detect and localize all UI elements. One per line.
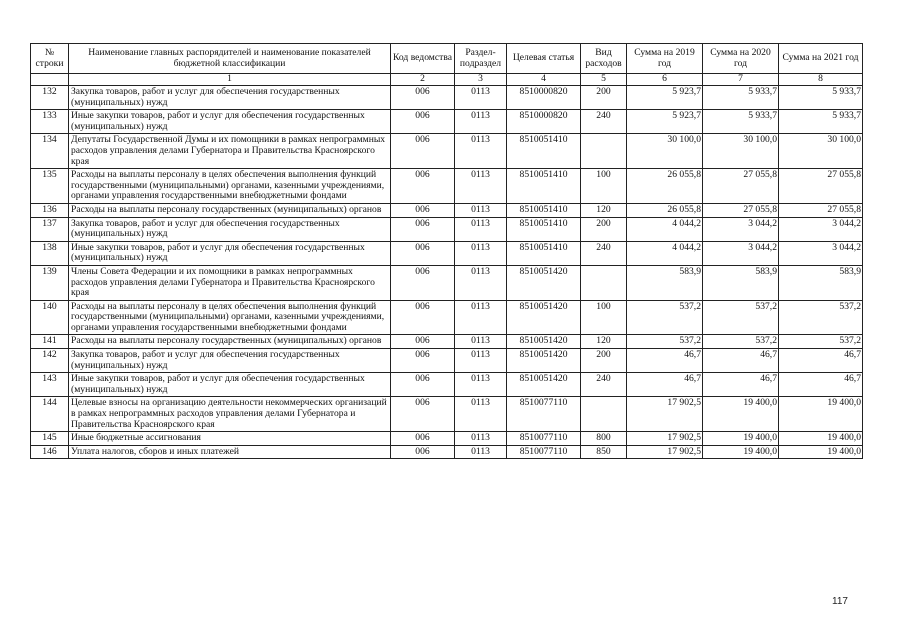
cell-name: Целевые взносы на организацию деятельности некоммерческих организаций в рамках непрограммных расходов управления делами Губернатора и Правительства Красноярского края [69, 397, 391, 432]
cell-target: 8510051410 [507, 217, 581, 241]
cell-row-no: 140 [31, 300, 69, 335]
column-number: 6 [627, 74, 703, 86]
cell-sum-2021: 46,7 [779, 349, 863, 373]
cell-section: 0113 [455, 169, 507, 204]
cell-name: Расходы на выплаты персоналу государственных (муниципальных) органов [69, 203, 391, 217]
cell-sum-2019: 17 902,5 [627, 445, 703, 459]
cell-dept-code: 006 [391, 265, 455, 300]
header-sum-2021: Сумма на 2021 год [779, 44, 863, 74]
cell-target: 8510000820 [507, 86, 581, 110]
cell-sum-2020: 537,2 [703, 335, 779, 349]
cell-sum-2020: 583,9 [703, 265, 779, 300]
cell-dept-code: 006 [391, 110, 455, 134]
cell-target: 8510051420 [507, 265, 581, 300]
cell-name: Депутаты Государственной Думы и их помощники в рамках непрограммных расходов управления делами Губернатора и Правительства Красноярского края [69, 134, 391, 169]
cell-exp-type: 120 [581, 335, 627, 349]
budget-table-page [30, 43, 862, 459]
cell-exp-type: 200 [581, 349, 627, 373]
cell-section: 0113 [455, 300, 507, 335]
cell-sum-2020: 537,2 [703, 300, 779, 335]
cell-sum-2021: 3 044,2 [779, 241, 863, 265]
cell-name: Иные закупки товаров, работ и услуг для обеспечения государственных (муниципальных) нужд [69, 241, 391, 265]
column-number: 4 [507, 74, 581, 86]
table-row [31, 335, 863, 349]
table-row [31, 134, 863, 169]
cell-target: 8510000820 [507, 110, 581, 134]
cell-name: Расходы на выплаты персоналу в целях обеспечения выполнения функций государственными (муниципальными) органами, казенными учреждениями, органами управления государственными внебюджетными фондами [69, 300, 391, 335]
cell-sum-2020: 27 055,8 [703, 169, 779, 204]
cell-row-no: 132 [31, 86, 69, 110]
cell-target: 8510051410 [507, 134, 581, 169]
cell-exp-type [581, 397, 627, 432]
cell-row-no: 135 [31, 169, 69, 204]
header-name: Наименование главных распорядителей и наименование показателей бюджетной классификации [69, 44, 391, 74]
cell-sum-2021: 27 055,8 [779, 203, 863, 217]
cell-row-no: 138 [31, 241, 69, 265]
cell-row-no: 139 [31, 265, 69, 300]
cell-dept-code: 006 [391, 241, 455, 265]
cell-sum-2019: 26 055,8 [627, 169, 703, 204]
cell-dept-code: 006 [391, 349, 455, 373]
table-row [31, 373, 863, 397]
cell-section: 0113 [455, 445, 507, 459]
cell-dept-code: 006 [391, 169, 455, 204]
page-number: 117 [832, 596, 848, 607]
cell-name: Иные закупки товаров, работ и услуг для обеспечения государственных (муниципальных) нужд [69, 373, 391, 397]
cell-sum-2019: 17 902,5 [627, 397, 703, 432]
cell-target: 8510051410 [507, 241, 581, 265]
cell-row-no: 136 [31, 203, 69, 217]
column-number: 2 [391, 74, 455, 86]
cell-dept-code: 006 [391, 217, 455, 241]
cell-sum-2019: 46,7 [627, 373, 703, 397]
cell-dept-code: 006 [391, 134, 455, 169]
cell-row-no: 145 [31, 432, 69, 446]
table-body [31, 86, 863, 459]
cell-sum-2020: 3 044,2 [703, 241, 779, 265]
cell-section: 0113 [455, 134, 507, 169]
cell-dept-code: 006 [391, 373, 455, 397]
cell-section: 0113 [455, 432, 507, 446]
cell-dept-code: 006 [391, 397, 455, 432]
cell-sum-2020: 30 100,0 [703, 134, 779, 169]
cell-row-no: 137 [31, 217, 69, 241]
column-number-row [31, 74, 863, 86]
table-row [31, 241, 863, 265]
table-row [31, 169, 863, 204]
header-row [31, 44, 863, 74]
header-sum-2019: Сумма на 2019 год [627, 44, 703, 74]
cell-exp-type: 100 [581, 169, 627, 204]
cell-target: 8510051410 [507, 203, 581, 217]
header-sum-2020: Сумма на 2020 год [703, 44, 779, 74]
cell-sum-2021: 19 400,0 [779, 445, 863, 459]
cell-target: 8510077110 [507, 432, 581, 446]
cell-name: Члены Совета Федерации и их помощники в рамках непрограммных расходов управления делами Губернатора и Правительства Красноярского края [69, 265, 391, 300]
column-number: 8 [779, 74, 863, 86]
cell-section: 0113 [455, 349, 507, 373]
cell-sum-2019: 30 100,0 [627, 134, 703, 169]
table-row [31, 300, 863, 335]
column-number: 7 [703, 74, 779, 86]
cell-section: 0113 [455, 335, 507, 349]
cell-sum-2019: 17 902,5 [627, 432, 703, 446]
cell-section: 0113 [455, 110, 507, 134]
cell-row-no: 144 [31, 397, 69, 432]
cell-exp-type: 800 [581, 432, 627, 446]
cell-sum-2020: 46,7 [703, 373, 779, 397]
cell-section: 0113 [455, 373, 507, 397]
cell-dept-code: 006 [391, 86, 455, 110]
cell-dept-code: 006 [391, 335, 455, 349]
cell-dept-code: 006 [391, 432, 455, 446]
cell-section: 0113 [455, 86, 507, 110]
cell-sum-2020: 19 400,0 [703, 397, 779, 432]
cell-target: 8510051420 [507, 300, 581, 335]
cell-sum-2019: 46,7 [627, 349, 703, 373]
header-dept-code: Код ведомства [391, 44, 455, 74]
cell-exp-type: 200 [581, 86, 627, 110]
cell-dept-code: 006 [391, 203, 455, 217]
cell-sum-2019: 537,2 [627, 335, 703, 349]
cell-row-no: 134 [31, 134, 69, 169]
cell-sum-2019: 583,9 [627, 265, 703, 300]
cell-sum-2021: 3 044,2 [779, 217, 863, 241]
table-row [31, 217, 863, 241]
cell-dept-code: 006 [391, 300, 455, 335]
cell-exp-type: 120 [581, 203, 627, 217]
budget-table [30, 43, 863, 459]
cell-sum-2021: 5 933,7 [779, 86, 863, 110]
cell-exp-type [581, 265, 627, 300]
cell-target: 8510051420 [507, 335, 581, 349]
table-row [31, 349, 863, 373]
table-row [31, 86, 863, 110]
column-number: 1 [69, 74, 391, 86]
cell-sum-2021: 19 400,0 [779, 397, 863, 432]
header-exp-type: Вид расходов [581, 44, 627, 74]
cell-sum-2019: 26 055,8 [627, 203, 703, 217]
cell-row-no: 143 [31, 373, 69, 397]
cell-name: Уплата налогов, сборов и иных платежей [69, 445, 391, 459]
cell-row-no: 141 [31, 335, 69, 349]
cell-sum-2021: 5 933,7 [779, 110, 863, 134]
cell-row-no: 142 [31, 349, 69, 373]
cell-target: 8510051420 [507, 373, 581, 397]
header-section: Раздел-подраздел [455, 44, 507, 74]
cell-sum-2020: 5 933,7 [703, 86, 779, 110]
cell-sum-2021: 537,2 [779, 300, 863, 335]
table-row [31, 110, 863, 134]
cell-exp-type [581, 134, 627, 169]
cell-target: 8510051410 [507, 169, 581, 204]
cell-sum-2021: 19 400,0 [779, 432, 863, 446]
cell-sum-2021: 583,9 [779, 265, 863, 300]
cell-exp-type: 100 [581, 300, 627, 335]
cell-exp-type: 240 [581, 110, 627, 134]
cell-sum-2020: 27 055,8 [703, 203, 779, 217]
cell-sum-2020: 46,7 [703, 349, 779, 373]
cell-name: Иные бюджетные ассигнования [69, 432, 391, 446]
table-row [31, 397, 863, 432]
cell-row-no: 146 [31, 445, 69, 459]
cell-sum-2019: 537,2 [627, 300, 703, 335]
cell-exp-type: 240 [581, 373, 627, 397]
cell-sum-2020: 3 044,2 [703, 217, 779, 241]
cell-dept-code: 006 [391, 445, 455, 459]
cell-sum-2021: 30 100,0 [779, 134, 863, 169]
cell-section: 0113 [455, 203, 507, 217]
header-row-no: № строки [31, 44, 69, 74]
table-row [31, 265, 863, 300]
cell-sum-2021: 46,7 [779, 373, 863, 397]
cell-name: Иные закупки товаров, работ и услуг для обеспечения государственных (муниципальных) нужд [69, 110, 391, 134]
table-row [31, 445, 863, 459]
cell-name: Расходы на выплаты персоналу государственных (муниципальных) органов [69, 335, 391, 349]
cell-exp-type: 850 [581, 445, 627, 459]
cell-section: 0113 [455, 217, 507, 241]
cell-sum-2019: 5 923,7 [627, 110, 703, 134]
cell-name: Закупка товаров, работ и услуг для обеспечения государственных (муниципальных) нужд [69, 86, 391, 110]
cell-sum-2020: 5 933,7 [703, 110, 779, 134]
cell-name: Закупка товаров, работ и услуг для обеспечения государственных (муниципальных) нужд [69, 217, 391, 241]
cell-name: Закупка товаров, работ и услуг для обеспечения государственных (муниципальных) нужд [69, 349, 391, 373]
table-row [31, 203, 863, 217]
cell-exp-type: 200 [581, 217, 627, 241]
cell-sum-2021: 27 055,8 [779, 169, 863, 204]
cell-sum-2019: 5 923,7 [627, 86, 703, 110]
column-number: 3 [455, 74, 507, 86]
cell-section: 0113 [455, 241, 507, 265]
cell-target: 8510077110 [507, 397, 581, 432]
header-target: Целевая статья [507, 44, 581, 74]
cell-sum-2020: 19 400,0 [703, 432, 779, 446]
cell-sum-2020: 19 400,0 [703, 445, 779, 459]
cell-name: Расходы на выплаты персоналу в целях обеспечения выполнения функций государственными (муниципальными) органами, казенными учреждениями, органами управления государственными внебюджетными фондами [69, 169, 391, 204]
cell-sum-2019: 4 044,2 [627, 241, 703, 265]
cell-section: 0113 [455, 397, 507, 432]
cell-sum-2021: 537,2 [779, 335, 863, 349]
cell-target: 8510077110 [507, 445, 581, 459]
cell-row-no: 133 [31, 110, 69, 134]
column-number [31, 74, 69, 86]
table-row [31, 432, 863, 446]
cell-section: 0113 [455, 265, 507, 300]
cell-exp-type: 240 [581, 241, 627, 265]
cell-sum-2019: 4 044,2 [627, 217, 703, 241]
column-number: 5 [581, 74, 627, 86]
cell-target: 8510051420 [507, 349, 581, 373]
